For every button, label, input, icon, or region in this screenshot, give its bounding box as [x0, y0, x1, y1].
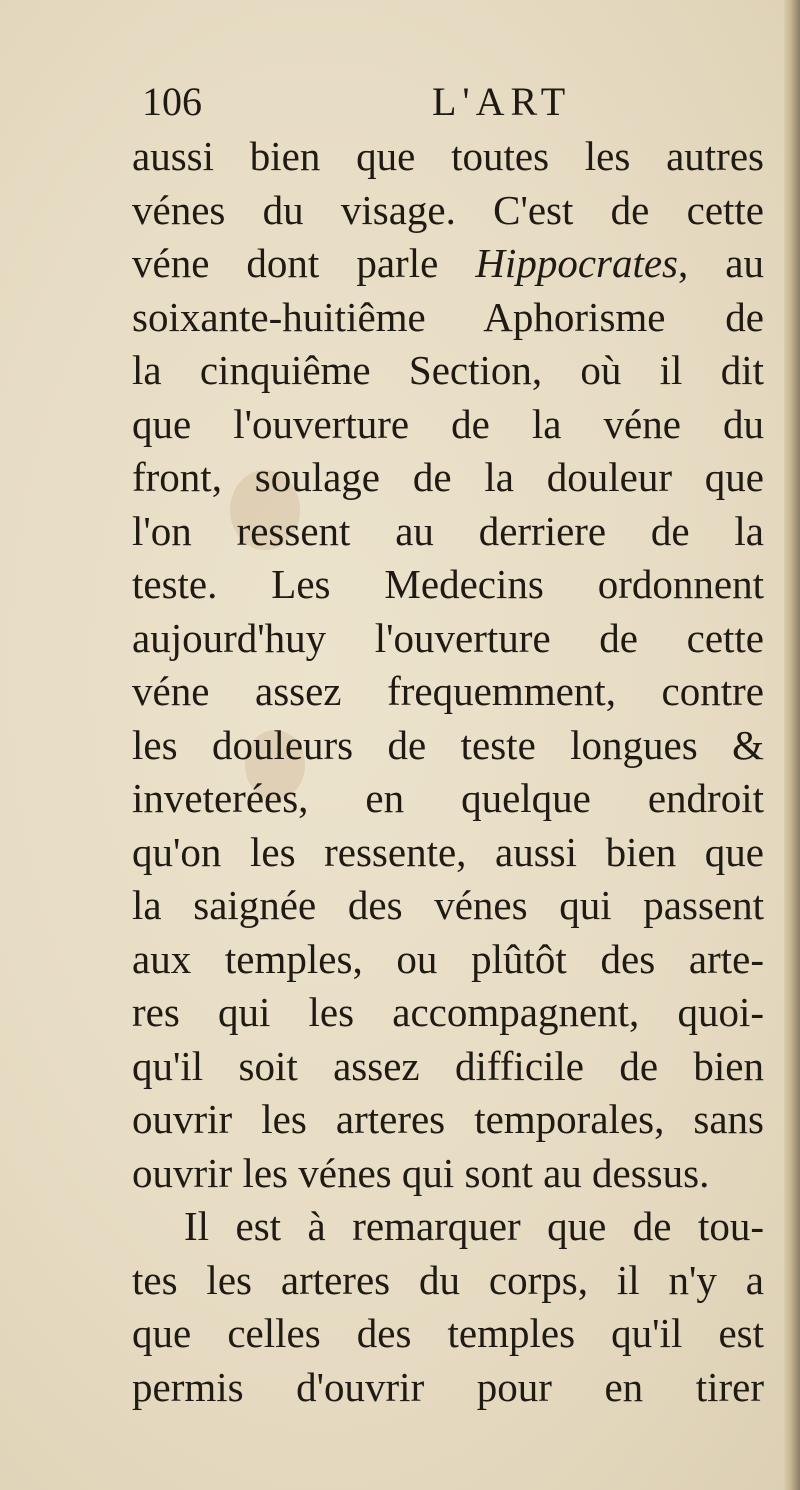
- text-line: qu'on les ressente, aussi bien que: [132, 828, 764, 875]
- text-line: aussi bien que toutes les autres: [132, 133, 764, 179]
- text-line: [132, 237, 764, 291]
- text-line: véne assez frequemment, contre: [132, 668, 764, 714]
- text-line: aux temples, ou plûtôt des arte-: [132, 935, 764, 982]
- text-line-end: , au: [678, 240, 764, 286]
- text-line: front, soulage de la douleur que: [132, 454, 764, 500]
- text-line: teste. Les Medecins ordonnent: [132, 561, 764, 607]
- page-number: 106: [142, 79, 202, 124]
- text-line: qu'il soit assez difficile de bien: [132, 1042, 764, 1089]
- text-line: res qui les accompagnent, quoi-: [132, 989, 764, 1035]
- text-line: les douleurs de teste longues &: [132, 721, 764, 768]
- page-header: [142, 78, 612, 134]
- text-line: vénes du visage. C'est de cette: [132, 186, 764, 233]
- text-line: la saignée des vénes qui passent: [132, 882, 764, 928]
- body-text: [132, 130, 764, 1414]
- text-line: permis d'ouvrir pour en tirer: [132, 1363, 764, 1410]
- page-edge: [784, 0, 800, 1490]
- text-line: que l'ouverture de la véne du: [132, 400, 764, 447]
- text-line: ouvrir les vénes qui sont au dessus.: [132, 1149, 710, 1196]
- text-line: tes les arteres du corps, il n'y a: [132, 1256, 764, 1303]
- text-line: que celles des temples qu'il est: [132, 1310, 764, 1356]
- text-line: soixante-huitiême Aphorisme de: [132, 293, 764, 340]
- text-line: la cinquiême Section, où il dit: [132, 347, 764, 393]
- text-line: Il est à remarquer que de tou-: [184, 1203, 764, 1249]
- text-line-start: véne dont parle: [132, 240, 476, 286]
- running-title: L'ART: [432, 79, 572, 124]
- text-line: ouvrir les arteres temporales, sans: [132, 1096, 764, 1142]
- text-line: aujourd'huy l'ouverture de cette: [132, 614, 764, 661]
- text-line: inveterées, en quelque endroit: [132, 775, 764, 821]
- italic-name: Hippocrates: [475, 240, 679, 286]
- text-line: l'on ressent au derriere de la: [132, 507, 764, 554]
